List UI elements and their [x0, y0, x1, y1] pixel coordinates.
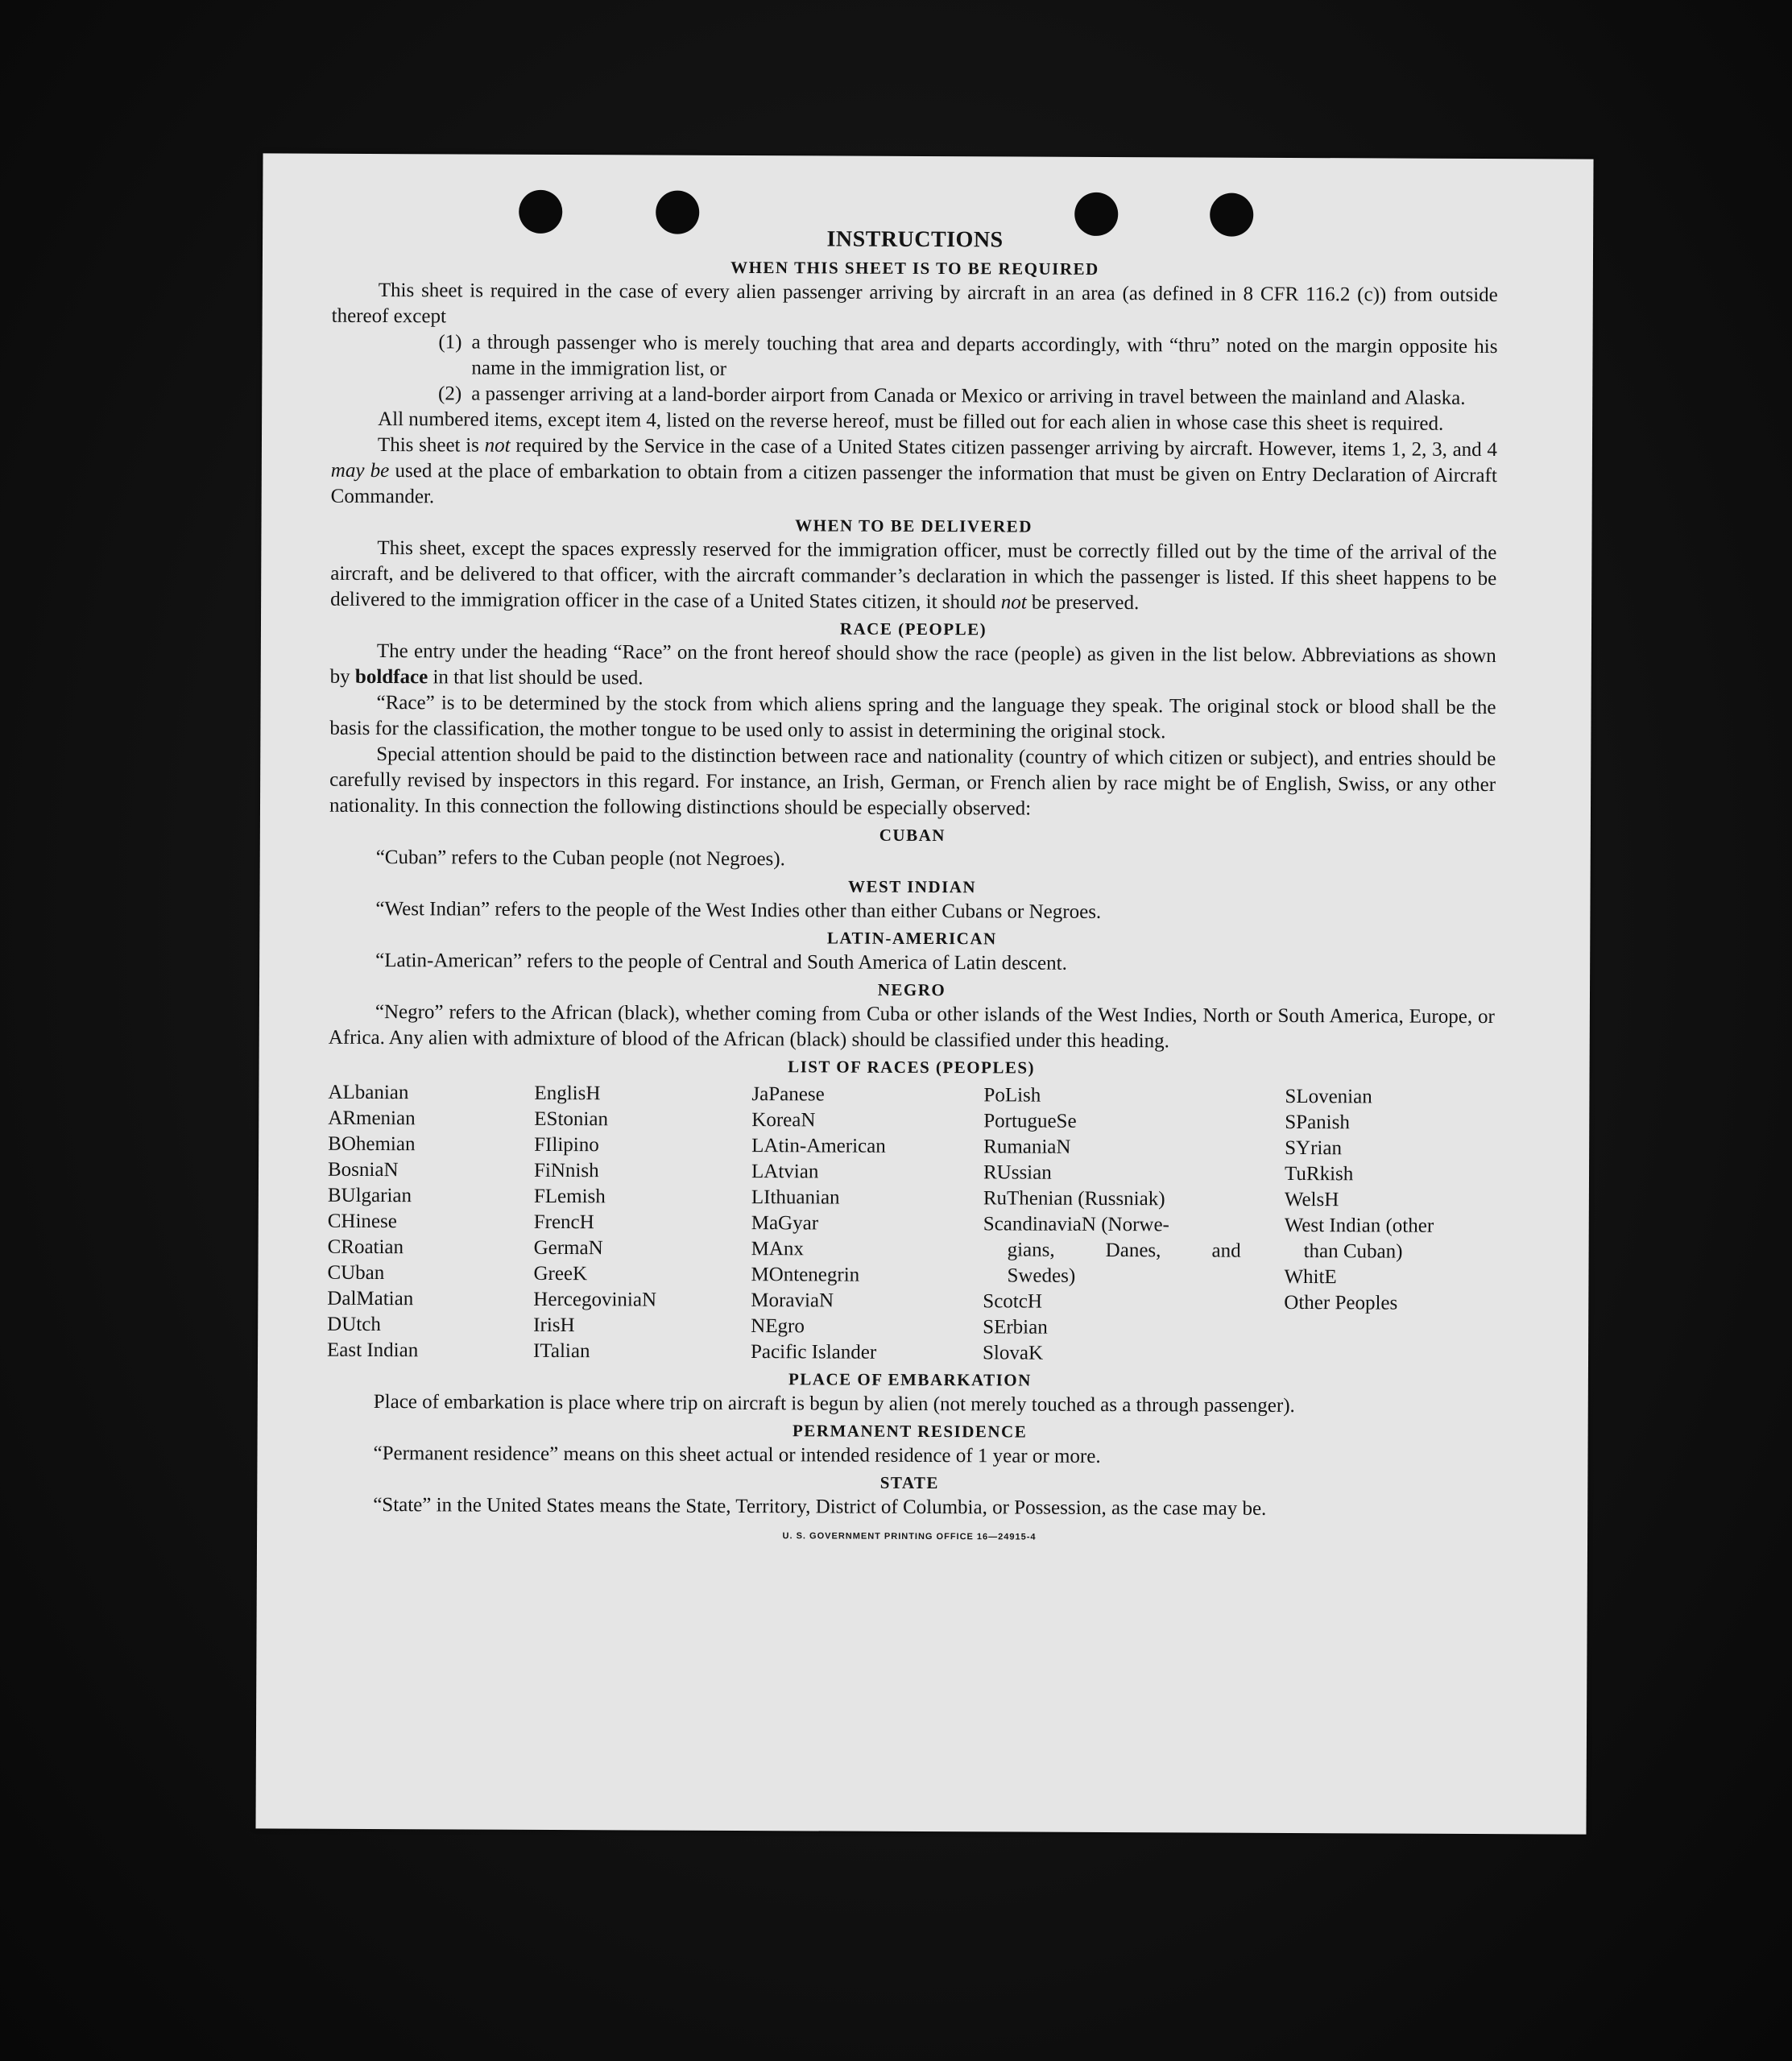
section-heading: PERMANENT RESIDENCE [792, 1421, 1028, 1442]
section-heading: NEGRO [877, 979, 946, 1000]
race-entry: ALbanian [328, 1081, 409, 1104]
section-heading: RACE (PEOPLE) [839, 619, 987, 639]
item-number: (1) [438, 331, 462, 354]
race-column [327, 1080, 535, 1364]
race-entry: MaGyar [751, 1212, 819, 1235]
race-entry: FrencH [533, 1211, 594, 1234]
race-entry: MoraviaN [751, 1289, 834, 1312]
race-entry: CUban [327, 1261, 385, 1285]
race-entry: BUlgarian [327, 1184, 412, 1207]
race-column [751, 1082, 984, 1366]
text-run: This sheet, except the spaces expressly reserved for the immigration officer, must be correctly filled out by the time of the arrival of the aircraft, and be delivered to that officer, with the aircraft commander’s declaration in which the passenger is listed. If this sheet happens to be delivered to the immigration officer in the case of a United States citizen, it should [330, 537, 1497, 614]
race-entry: FiNnish [533, 1159, 599, 1182]
race-entry: SYrian [1285, 1136, 1343, 1160]
race-entry: gians, Danes, and [1007, 1239, 1241, 1262]
text-run: used at the place of embarkation to obtain from a citizen passenger the information that must be given on Entry Declaration of Aircraft Commander. [330, 460, 1497, 508]
race-entry: WhitE [1284, 1265, 1337, 1289]
paragraph: “State” in the United States means the State, Territory, District of Columbia, or Possession, as the case may be. [373, 1494, 1267, 1520]
race-entry: PoLish [983, 1084, 1041, 1107]
printer-imprint: U. S. GOVERNMENT PRINTING OFFICE 16—24915-4 [782, 1531, 1037, 1542]
race-entry: ITalian [533, 1339, 590, 1363]
race-entry: RuThenian (Russniak) [983, 1187, 1165, 1211]
paragraph: This sheet is required in the case of every alien passenger arriving by aircraft in an area (as defined in 8 CFR 116.2 (c)) from outside thereof except [331, 279, 1498, 328]
race-entry: LAtvian [751, 1161, 819, 1183]
paragraph: “Latin-American” refers to the people of Central and South America of Latin descent. [375, 950, 1067, 975]
race-entry: EnglisH [534, 1082, 601, 1105]
item-text: a passenger arriving at a land-border airport from Canada or Mexico or arriving in travel between the mainland and Alaska. [471, 383, 1466, 409]
text-run: be preserved. [1026, 591, 1140, 615]
race-entry: RumaniaN [983, 1136, 1071, 1158]
race-entry: BOhemian [328, 1132, 416, 1156]
race-entry: MOntenegrin [751, 1264, 860, 1286]
race-entry: Other Peoples [1284, 1291, 1398, 1314]
paragraph [330, 536, 1496, 618]
race-entry: TuRkish [1284, 1162, 1354, 1186]
race-entry: FLemish [533, 1185, 606, 1208]
race-entry: BosniaN [327, 1158, 399, 1182]
race-entry: CRoatian [327, 1235, 404, 1259]
section-heading: LATIN-AMERICAN [826, 928, 997, 949]
race-column [983, 1082, 1285, 1368]
paragraph [331, 432, 1497, 515]
paragraph: “Race” is to be determined by the stock from which aliens spring and the language they speak. The original stock or blood shall be the basis for the classification, the mother tongue to be used only to assist in determining the original stock. [329, 692, 1496, 743]
section-heading: WHEN TO BE DELIVERED [795, 515, 1033, 536]
race-entry: EStonian [534, 1107, 609, 1131]
race-entry: SPanish [1285, 1111, 1350, 1134]
race-entry: SLovenian [1285, 1085, 1372, 1108]
emphasis: may be [330, 459, 390, 482]
race-entry: KoreaN [751, 1109, 816, 1132]
text-run: This sheet is [377, 434, 485, 457]
section-heading: WHEN THIS SHEET IS TO BE REQUIRED [730, 257, 1099, 279]
race-entry: JaPanese [751, 1083, 825, 1106]
race-entry: LIthuanian [751, 1186, 840, 1209]
race-entry: DUtch [327, 1313, 381, 1336]
paragraph: All numbered items, except item 4, listed on the reverse hereof, must be filled out for each alien in whose case this sheet is required. [378, 408, 1444, 435]
item-number: (2) [438, 383, 462, 405]
race-entry: ScandinaviaN (Norwe- [983, 1213, 1169, 1236]
race-entry: IrisH [533, 1314, 575, 1337]
race-entry: West Indian (other [1284, 1214, 1434, 1237]
race-entry: RUssian [983, 1161, 1052, 1184]
text-run: required by the Service in the case of a United States citizen passenger arriving by aircraft. However, items 1, 2, 3, and 4 [510, 434, 1498, 461]
race-entry: SErbian [983, 1316, 1048, 1339]
section-heading: PLACE OF EMBARKATION [788, 1369, 1032, 1390]
paragraph: “West Indian” refers to the people of the West Indies other than either Cubans or Negroes. [375, 898, 1102, 923]
race-entry: Swedes) [1007, 1264, 1076, 1287]
text-run: The entry under the heading “Race” on the front hereof should show the race (people) as given in the list below. Abbreviations as shown by [329, 640, 1496, 688]
item-text: a through passenger who is merely touching that area and departs accordingly, with “thru” noted on the margin opposite his name in the immigration list, or [471, 331, 1498, 380]
paragraph: “Permanent residence” means on this sheet actual or intended residence of 1 year or more. [373, 1442, 1101, 1467]
race-entry: GermaN [533, 1236, 603, 1260]
race-entry: SlovaK [982, 1342, 1044, 1364]
race-column [1284, 1084, 1495, 1368]
bold-text: boldface [354, 665, 428, 689]
race-entry: than Cuban) [1303, 1240, 1403, 1263]
paragraph: “Negro” refers to the African (black), whether coming from Cuba or other islands of the West Indies, North or South America, Europe, or Africa. Any alien with admixture of blood of the African (black) should be classified under this heading. [328, 1001, 1495, 1053]
section-heading: LIST OF RACES (PEOPLES) [788, 1057, 1036, 1078]
paragraph: Special attention should be paid to the distinction between race and nationality (country of which citizen or subject), and entries should be carefully revised by inspectors in this regard. For instance, an Irish, German, or French alien by race might be of English, Swiss, or any other nationality. In this connection the following distinctions should be especially observed: [329, 743, 1496, 820]
paragraph: “Cuban” refers to the Cuban people (not Negroes). [375, 846, 785, 871]
race-entry: MAnx [751, 1238, 804, 1260]
instructions-content [326, 223, 1498, 1552]
section-heading: CUBAN [879, 825, 946, 846]
emphasis: not [1000, 591, 1027, 614]
section-heading: STATE [879, 1472, 940, 1493]
race-entry: GreeK [533, 1262, 588, 1285]
document-sheet [255, 153, 1593, 1834]
race-entry: ARmenian [328, 1107, 416, 1130]
race-entry: DalMatian [327, 1287, 414, 1310]
race-entry: HercegoviniaN [533, 1288, 657, 1311]
emphasis: not [484, 434, 511, 457]
race-column [533, 1081, 752, 1365]
race-entry: LAtin-American [751, 1135, 886, 1157]
race-entry: East Indian [327, 1339, 419, 1362]
text-run: in that list should be used. [428, 666, 644, 689]
race-entry: NEgro [751, 1315, 805, 1338]
race-entry: CHinese [327, 1210, 397, 1233]
page-title: INSTRUCTIONS [826, 226, 1004, 253]
race-entry: WelsH [1284, 1188, 1339, 1211]
list-item [331, 329, 1497, 386]
section-heading: WEST INDIAN [847, 876, 977, 897]
race-entry: ScotcH [983, 1290, 1043, 1313]
paragraph [330, 639, 1496, 695]
race-entry: FIlipino [534, 1133, 599, 1157]
paragraph: Place of embarkation is place where trip on aircraft is begun by alien (not merely touched as a through passenger). [373, 1391, 1295, 1417]
race-list [327, 1080, 1495, 1368]
race-entry: Pacific Islander [750, 1341, 877, 1364]
race-entry: PortugueSe [983, 1110, 1077, 1132]
